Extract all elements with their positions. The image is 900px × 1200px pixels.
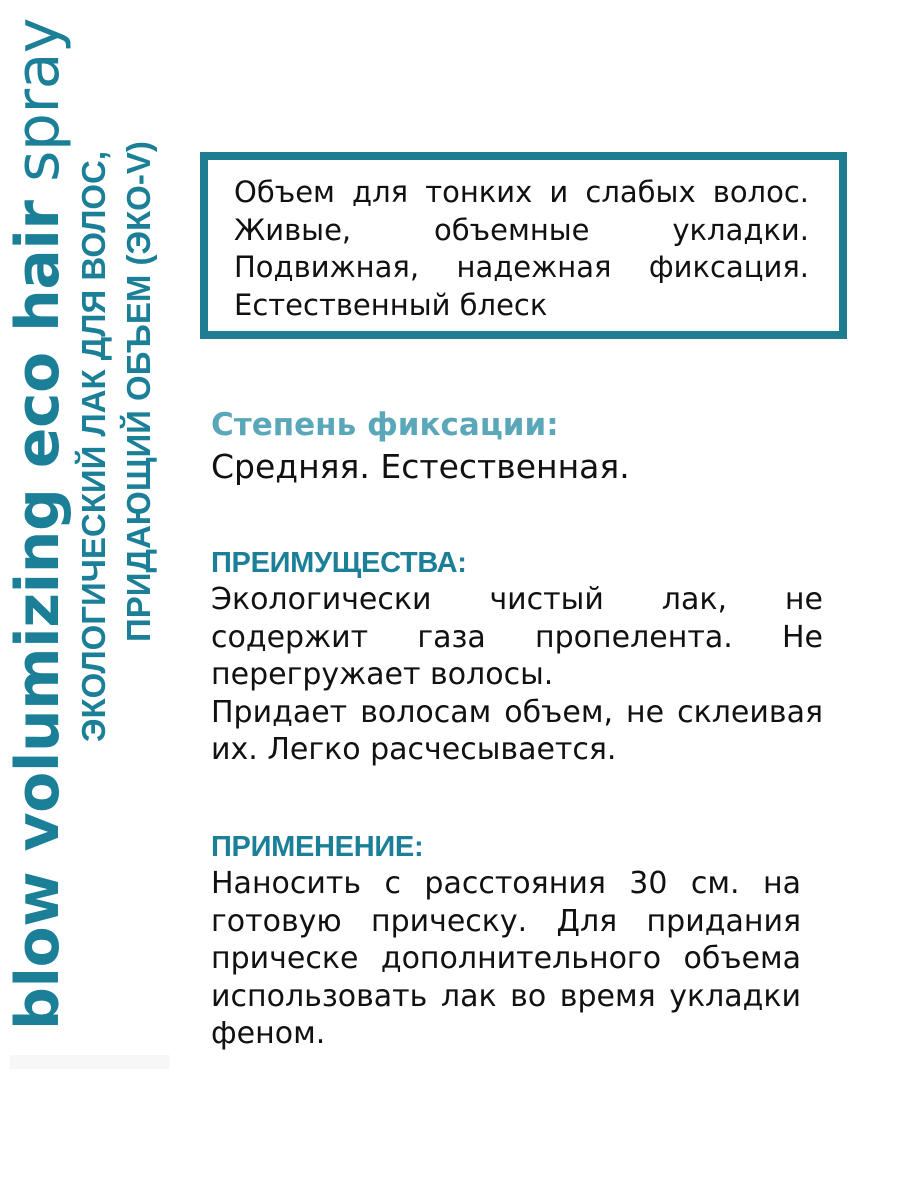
advantages-section: [211, 545, 823, 769]
intro-box: [200, 152, 847, 339]
application-section: [211, 829, 823, 1053]
product-subtitle-line2: ПРИДАЮЩИЙ ОБЪЕМ (ЭКО-V): [120, 141, 157, 642]
advantages-paragraph-2: Придает волосам объем, не склеивая их. Легко расчесывается.: [211, 694, 823, 767]
product-title-light: spray: [3, 18, 73, 182]
intro-text: Объем для тонких и слабых волос. Живые, объемные укладки. Подвижная, надежная фиксация. Естественный блеск: [234, 175, 809, 322]
fixation-section: [211, 405, 823, 489]
advantages-paragraph-1: Экологически чистый лак, не содержит газа пропелента. Не перегружает волосы.: [211, 582, 823, 692]
application-text: Наносить с расстояния 30 см. на готовую прическу. Для придания прическе дополнительного объема использовать лак во время укладки феном.: [211, 866, 801, 1051]
fixation-value: Средняя. Естественная.: [211, 447, 630, 486]
scan-artifact: [10, 1055, 170, 1069]
product-subtitle-line1: ЭКОЛОГИЧЕСКИЙ ЛАК ДЛЯ ВОЛОС,: [75, 150, 112, 742]
application-heading: ПРИМЕНЕНИЕ:: [211, 831, 424, 863]
fixation-heading: Степень фиксации:: [211, 407, 559, 443]
product-title-vertical: [3, 18, 73, 1030]
product-title-bold: blow volumizing eco hair: [3, 200, 73, 1030]
advantages-heading: ПРЕИМУЩЕСТВА:: [211, 547, 467, 579]
